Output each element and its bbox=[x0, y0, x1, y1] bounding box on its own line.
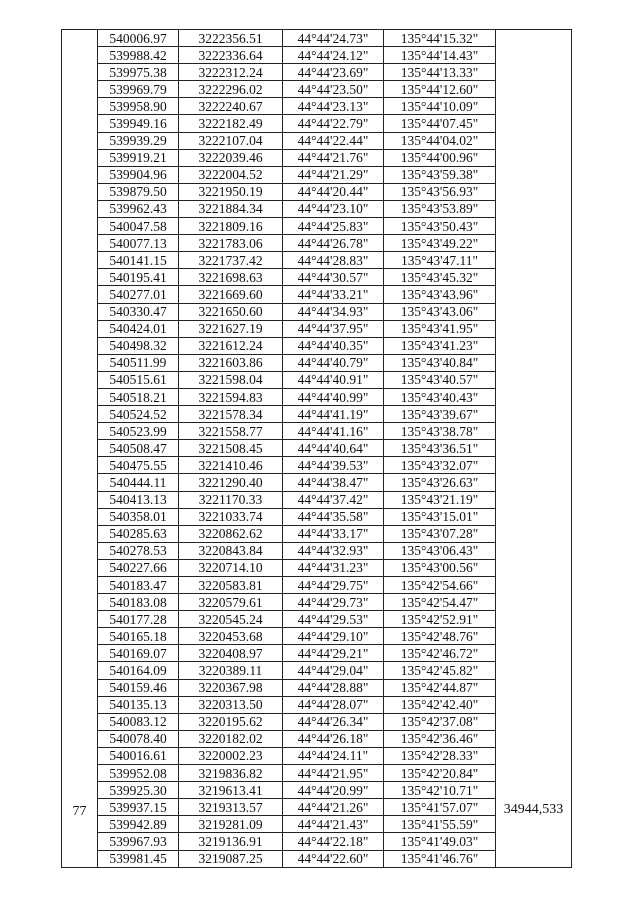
longitude-cell: 135°43'32.07" bbox=[384, 457, 496, 474]
longitude-cell: 135°42'28.33" bbox=[384, 747, 496, 764]
y-coordinate-cell: 3221594.83 bbox=[179, 388, 283, 405]
x-coordinate-cell: 539919.21 bbox=[98, 149, 179, 166]
longitude-cell: 135°43'43.96" bbox=[384, 286, 496, 303]
latitude-cell: 44°44'21.95" bbox=[283, 765, 384, 782]
y-coordinate-cell: 3220583.81 bbox=[179, 577, 283, 594]
latitude-cell: 44°44'41.16" bbox=[283, 423, 384, 440]
latitude-cell: 44°44'25.83" bbox=[283, 218, 384, 235]
table-row bbox=[62, 525, 572, 542]
y-coordinate-cell: 3221170.33 bbox=[179, 491, 283, 508]
table-row bbox=[62, 115, 572, 132]
table-row bbox=[62, 628, 572, 645]
table-row bbox=[62, 149, 572, 166]
latitude-cell: 44°44'30.57" bbox=[283, 269, 384, 286]
latitude-cell: 44°44'29.21" bbox=[283, 645, 384, 662]
table-row bbox=[62, 371, 572, 388]
latitude-cell: 44°44'29.53" bbox=[283, 611, 384, 628]
y-coordinate-cell: 3221290.40 bbox=[179, 474, 283, 491]
table-row bbox=[62, 542, 572, 559]
longitude-cell: 135°43'53.89" bbox=[384, 200, 496, 217]
x-coordinate-cell: 539962.43 bbox=[98, 200, 179, 217]
x-coordinate-cell: 540285.63 bbox=[98, 525, 179, 542]
y-coordinate-cell: 3221612.24 bbox=[179, 337, 283, 354]
latitude-cell: 44°44'28.07" bbox=[283, 696, 384, 713]
longitude-cell: 135°43'00.56" bbox=[384, 559, 496, 576]
table-row bbox=[62, 354, 572, 371]
x-coordinate-cell: 539969.79 bbox=[98, 81, 179, 98]
latitude-cell: 44°44'23.10" bbox=[283, 200, 384, 217]
latitude-cell: 44°44'22.79" bbox=[283, 115, 384, 132]
x-coordinate-cell: 540183.47 bbox=[98, 577, 179, 594]
latitude-cell: 44°44'20.99" bbox=[283, 782, 384, 799]
latitude-cell: 44°44'21.76" bbox=[283, 149, 384, 166]
x-coordinate-cell: 540511.99 bbox=[98, 354, 179, 371]
y-coordinate-cell: 3221033.74 bbox=[179, 508, 283, 525]
y-coordinate-cell: 3222182.49 bbox=[179, 115, 283, 132]
x-coordinate-cell: 540358.01 bbox=[98, 508, 179, 525]
table-row bbox=[62, 320, 572, 337]
longitude-cell: 135°43'45.32" bbox=[384, 269, 496, 286]
longitude-cell: 135°44'07.45" bbox=[384, 115, 496, 132]
latitude-cell: 44°44'21.29" bbox=[283, 166, 384, 183]
longitude-cell: 135°43'41.23" bbox=[384, 337, 496, 354]
y-coordinate-cell: 3222356.51 bbox=[179, 30, 283, 47]
x-coordinate-cell: 540498.32 bbox=[98, 337, 179, 354]
longitude-cell: 135°43'26.63" bbox=[384, 474, 496, 491]
table-row bbox=[62, 303, 572, 320]
longitude-cell: 135°41'46.76" bbox=[384, 850, 496, 867]
x-coordinate-cell: 540183.08 bbox=[98, 594, 179, 611]
longitude-cell: 135°43'47.11" bbox=[384, 252, 496, 269]
longitude-cell: 135°44'10.09" bbox=[384, 98, 496, 115]
y-coordinate-cell: 3222039.46 bbox=[179, 149, 283, 166]
latitude-cell: 44°44'40.79" bbox=[283, 354, 384, 371]
y-coordinate-cell: 3221884.34 bbox=[179, 200, 283, 217]
longitude-cell: 135°42'52.91" bbox=[384, 611, 496, 628]
latitude-cell: 44°44'33.17" bbox=[283, 525, 384, 542]
plot-number-cell: 77 bbox=[62, 30, 98, 868]
x-coordinate-cell: 539952.08 bbox=[98, 765, 179, 782]
latitude-cell: 44°44'29.10" bbox=[283, 628, 384, 645]
longitude-cell: 135°43'21.19" bbox=[384, 491, 496, 508]
latitude-cell: 44°44'26.18" bbox=[283, 730, 384, 747]
longitude-cell: 135°42'54.47" bbox=[384, 594, 496, 611]
longitude-cell: 135°44'12.60" bbox=[384, 81, 496, 98]
x-coordinate-cell: 540078.40 bbox=[98, 730, 179, 747]
x-coordinate-cell: 540016.61 bbox=[98, 747, 179, 764]
x-coordinate-cell: 540515.61 bbox=[98, 371, 179, 388]
x-coordinate-cell: 540518.21 bbox=[98, 388, 179, 405]
latitude-cell: 44°44'29.75" bbox=[283, 577, 384, 594]
y-coordinate-cell: 3219136.91 bbox=[179, 833, 283, 850]
y-coordinate-cell: 3221783.06 bbox=[179, 235, 283, 252]
latitude-cell: 44°44'21.43" bbox=[283, 816, 384, 833]
y-coordinate-cell: 3220579.61 bbox=[179, 594, 283, 611]
latitude-cell: 44°44'28.83" bbox=[283, 252, 384, 269]
longitude-cell: 135°42'10.71" bbox=[384, 782, 496, 799]
table-row bbox=[62, 577, 572, 594]
y-coordinate-cell: 3220545.24 bbox=[179, 611, 283, 628]
y-coordinate-cell: 3219281.09 bbox=[179, 816, 283, 833]
longitude-cell: 135°41'57.07" bbox=[384, 799, 496, 816]
table-row bbox=[62, 388, 572, 405]
latitude-cell: 44°44'41.19" bbox=[283, 406, 384, 423]
longitude-cell: 135°42'36.46" bbox=[384, 730, 496, 747]
latitude-cell: 44°44'39.53" bbox=[283, 457, 384, 474]
latitude-cell: 44°44'23.13" bbox=[283, 98, 384, 115]
latitude-cell: 44°44'32.93" bbox=[283, 542, 384, 559]
longitude-cell: 135°44'04.02" bbox=[384, 132, 496, 149]
table-row bbox=[62, 183, 572, 200]
y-coordinate-cell: 3220408.97 bbox=[179, 645, 283, 662]
y-coordinate-cell: 3221809.16 bbox=[179, 218, 283, 235]
latitude-cell: 44°44'23.69" bbox=[283, 64, 384, 81]
x-coordinate-cell: 540330.47 bbox=[98, 303, 179, 320]
longitude-cell: 135°42'46.72" bbox=[384, 645, 496, 662]
table-row bbox=[62, 645, 572, 662]
longitude-cell: 135°44'14.43" bbox=[384, 47, 496, 64]
latitude-cell: 44°44'37.42" bbox=[283, 491, 384, 508]
latitude-cell: 44°44'34.93" bbox=[283, 303, 384, 320]
table-row bbox=[62, 252, 572, 269]
y-coordinate-cell: 3221508.45 bbox=[179, 440, 283, 457]
latitude-cell: 44°44'20.44" bbox=[283, 183, 384, 200]
table-row bbox=[62, 713, 572, 730]
table-row bbox=[62, 269, 572, 286]
table-row bbox=[62, 816, 572, 833]
x-coordinate-cell: 540444.11 bbox=[98, 474, 179, 491]
y-coordinate-cell: 3221410.46 bbox=[179, 457, 283, 474]
table-row bbox=[62, 47, 572, 64]
x-coordinate-cell: 540165.18 bbox=[98, 628, 179, 645]
x-coordinate-cell: 540169.07 bbox=[98, 645, 179, 662]
x-coordinate-cell: 540523.99 bbox=[98, 423, 179, 440]
x-coordinate-cell: 539967.93 bbox=[98, 833, 179, 850]
table-row bbox=[62, 235, 572, 252]
longitude-cell: 135°44'13.33" bbox=[384, 64, 496, 81]
table-row bbox=[62, 166, 572, 183]
latitude-cell: 44°44'24.73" bbox=[283, 30, 384, 47]
x-coordinate-cell: 539904.96 bbox=[98, 166, 179, 183]
longitude-cell: 135°43'40.84" bbox=[384, 354, 496, 371]
longitude-cell: 135°43'50.43" bbox=[384, 218, 496, 235]
table-row bbox=[62, 457, 572, 474]
longitude-cell: 135°42'45.82" bbox=[384, 662, 496, 679]
latitude-cell: 44°44'40.64" bbox=[283, 440, 384, 457]
x-coordinate-cell: 540277.01 bbox=[98, 286, 179, 303]
x-coordinate-cell: 539958.90 bbox=[98, 98, 179, 115]
x-coordinate-cell: 540159.46 bbox=[98, 679, 179, 696]
y-coordinate-cell: 3220002.23 bbox=[179, 747, 283, 764]
table-row bbox=[62, 696, 572, 713]
table-row bbox=[62, 782, 572, 799]
y-coordinate-cell: 3221578.34 bbox=[179, 406, 283, 423]
latitude-cell: 44°44'40.91" bbox=[283, 371, 384, 388]
y-coordinate-cell: 3220313.50 bbox=[179, 696, 283, 713]
x-coordinate-cell: 540083.12 bbox=[98, 713, 179, 730]
y-coordinate-cell: 3222107.04 bbox=[179, 132, 283, 149]
latitude-cell: 44°44'40.35" bbox=[283, 337, 384, 354]
y-coordinate-cell: 3221627.19 bbox=[179, 320, 283, 337]
longitude-cell: 135°43'49.22" bbox=[384, 235, 496, 252]
x-coordinate-cell: 540077.13 bbox=[98, 235, 179, 252]
longitude-cell: 135°42'54.66" bbox=[384, 577, 496, 594]
area-cell: 34944,533 bbox=[496, 30, 572, 868]
latitude-cell: 44°44'35.58" bbox=[283, 508, 384, 525]
x-coordinate-cell: 540227.66 bbox=[98, 559, 179, 576]
table-row bbox=[62, 747, 572, 764]
latitude-cell: 44°44'23.50" bbox=[283, 81, 384, 98]
y-coordinate-cell: 3222004.52 bbox=[179, 166, 283, 183]
longitude-cell: 135°43'38.78" bbox=[384, 423, 496, 440]
longitude-cell: 135°43'06.43" bbox=[384, 542, 496, 559]
table-row bbox=[62, 474, 572, 491]
table-row bbox=[62, 730, 572, 747]
y-coordinate-cell: 3221650.60 bbox=[179, 303, 283, 320]
table-row bbox=[62, 799, 572, 816]
y-coordinate-cell: 3220843.84 bbox=[179, 542, 283, 559]
table-row bbox=[62, 491, 572, 508]
table-row bbox=[62, 30, 572, 47]
table-row bbox=[62, 611, 572, 628]
table-row bbox=[62, 508, 572, 525]
y-coordinate-cell: 3219836.82 bbox=[179, 765, 283, 782]
y-coordinate-cell: 3222240.67 bbox=[179, 98, 283, 115]
x-coordinate-cell: 540278.53 bbox=[98, 542, 179, 559]
longitude-cell: 135°43'41.95" bbox=[384, 320, 496, 337]
table-row bbox=[62, 200, 572, 217]
y-coordinate-cell: 3220389.11 bbox=[179, 662, 283, 679]
x-coordinate-cell: 540141.15 bbox=[98, 252, 179, 269]
y-coordinate-cell: 3219313.57 bbox=[179, 799, 283, 816]
latitude-cell: 44°44'22.44" bbox=[283, 132, 384, 149]
y-coordinate-cell: 3220367.98 bbox=[179, 679, 283, 696]
x-coordinate-cell: 539981.45 bbox=[98, 850, 179, 867]
x-coordinate-cell: 539975.38 bbox=[98, 64, 179, 81]
latitude-cell: 44°44'31.23" bbox=[283, 559, 384, 576]
table-row bbox=[62, 679, 572, 696]
longitude-cell: 135°43'36.51" bbox=[384, 440, 496, 457]
longitude-cell: 135°42'20.84" bbox=[384, 765, 496, 782]
table-row bbox=[62, 594, 572, 611]
y-coordinate-cell: 3221737.42 bbox=[179, 252, 283, 269]
latitude-cell: 44°44'26.78" bbox=[283, 235, 384, 252]
latitude-cell: 44°44'38.47" bbox=[283, 474, 384, 491]
x-coordinate-cell: 539939.29 bbox=[98, 132, 179, 149]
x-coordinate-cell: 539988.42 bbox=[98, 47, 179, 64]
latitude-cell: 44°44'28.88" bbox=[283, 679, 384, 696]
longitude-cell: 135°43'15.01" bbox=[384, 508, 496, 525]
x-coordinate-cell: 540524.52 bbox=[98, 406, 179, 423]
table-row bbox=[62, 98, 572, 115]
y-coordinate-cell: 3222336.64 bbox=[179, 47, 283, 64]
coordinates-table-body bbox=[62, 30, 572, 868]
y-coordinate-cell: 3220714.10 bbox=[179, 559, 283, 576]
x-coordinate-cell: 540413.13 bbox=[98, 491, 179, 508]
latitude-cell: 44°44'29.73" bbox=[283, 594, 384, 611]
latitude-cell: 44°44'33.21" bbox=[283, 286, 384, 303]
x-coordinate-cell: 540164.09 bbox=[98, 662, 179, 679]
table-row bbox=[62, 850, 572, 867]
y-coordinate-cell: 3222296.02 bbox=[179, 81, 283, 98]
table-row bbox=[62, 406, 572, 423]
longitude-cell: 135°44'00.96" bbox=[384, 149, 496, 166]
longitude-cell: 135°42'42.40" bbox=[384, 696, 496, 713]
x-coordinate-cell: 540475.55 bbox=[98, 457, 179, 474]
latitude-cell: 44°44'22.18" bbox=[283, 833, 384, 850]
table-row bbox=[62, 132, 572, 149]
x-coordinate-cell: 540195.41 bbox=[98, 269, 179, 286]
table-row bbox=[62, 337, 572, 354]
x-coordinate-cell: 540006.97 bbox=[98, 30, 179, 47]
longitude-cell: 135°42'48.76" bbox=[384, 628, 496, 645]
y-coordinate-cell: 3220453.68 bbox=[179, 628, 283, 645]
y-coordinate-cell: 3221603.86 bbox=[179, 354, 283, 371]
y-coordinate-cell: 3219087.25 bbox=[179, 850, 283, 867]
latitude-cell: 44°44'40.99" bbox=[283, 388, 384, 405]
longitude-cell: 135°43'40.57" bbox=[384, 371, 496, 388]
x-coordinate-cell: 540424.01 bbox=[98, 320, 179, 337]
table-row bbox=[62, 286, 572, 303]
y-coordinate-cell: 3220182.02 bbox=[179, 730, 283, 747]
latitude-cell: 44°44'37.95" bbox=[283, 320, 384, 337]
y-coordinate-cell: 3221698.63 bbox=[179, 269, 283, 286]
table-row bbox=[62, 440, 572, 457]
table-row bbox=[62, 662, 572, 679]
coordinates-table bbox=[61, 29, 572, 868]
table-row bbox=[62, 833, 572, 850]
longitude-cell: 135°41'49.03" bbox=[384, 833, 496, 850]
table-row bbox=[62, 765, 572, 782]
x-coordinate-cell: 539925.30 bbox=[98, 782, 179, 799]
latitude-cell: 44°44'21.26" bbox=[283, 799, 384, 816]
x-coordinate-cell: 540508.47 bbox=[98, 440, 179, 457]
longitude-cell: 135°43'59.38" bbox=[384, 166, 496, 183]
y-coordinate-cell: 3222312.24 bbox=[179, 64, 283, 81]
longitude-cell: 135°43'40.43" bbox=[384, 388, 496, 405]
longitude-cell: 135°43'43.06" bbox=[384, 303, 496, 320]
x-coordinate-cell: 539949.16 bbox=[98, 115, 179, 132]
longitude-cell: 135°43'39.67" bbox=[384, 406, 496, 423]
y-coordinate-cell: 3220195.62 bbox=[179, 713, 283, 730]
x-coordinate-cell: 539937.15 bbox=[98, 799, 179, 816]
latitude-cell: 44°44'26.34" bbox=[283, 713, 384, 730]
latitude-cell: 44°44'24.11" bbox=[283, 747, 384, 764]
x-coordinate-cell: 540135.13 bbox=[98, 696, 179, 713]
longitude-cell: 135°43'56.93" bbox=[384, 183, 496, 200]
y-coordinate-cell: 3221558.77 bbox=[179, 423, 283, 440]
x-coordinate-cell: 540047.58 bbox=[98, 218, 179, 235]
table-row bbox=[62, 423, 572, 440]
longitude-cell: 135°42'44.87" bbox=[384, 679, 496, 696]
y-coordinate-cell: 3220862.62 bbox=[179, 525, 283, 542]
table-row bbox=[62, 559, 572, 576]
y-coordinate-cell: 3221950.19 bbox=[179, 183, 283, 200]
latitude-cell: 44°44'24.12" bbox=[283, 47, 384, 64]
latitude-cell: 44°44'22.60" bbox=[283, 850, 384, 867]
table-row bbox=[62, 81, 572, 98]
latitude-cell: 44°44'29.04" bbox=[283, 662, 384, 679]
longitude-cell: 135°41'55.59" bbox=[384, 816, 496, 833]
y-coordinate-cell: 3221669.60 bbox=[179, 286, 283, 303]
x-coordinate-cell: 540177.28 bbox=[98, 611, 179, 628]
longitude-cell: 135°44'15.32" bbox=[384, 30, 496, 47]
x-coordinate-cell: 539879.50 bbox=[98, 183, 179, 200]
longitude-cell: 135°43'07.28" bbox=[384, 525, 496, 542]
table-row bbox=[62, 218, 572, 235]
table-row bbox=[62, 64, 572, 81]
y-coordinate-cell: 3221598.04 bbox=[179, 371, 283, 388]
y-coordinate-cell: 3219613.41 bbox=[179, 782, 283, 799]
x-coordinate-cell: 539942.89 bbox=[98, 816, 179, 833]
longitude-cell: 135°42'37.08" bbox=[384, 713, 496, 730]
